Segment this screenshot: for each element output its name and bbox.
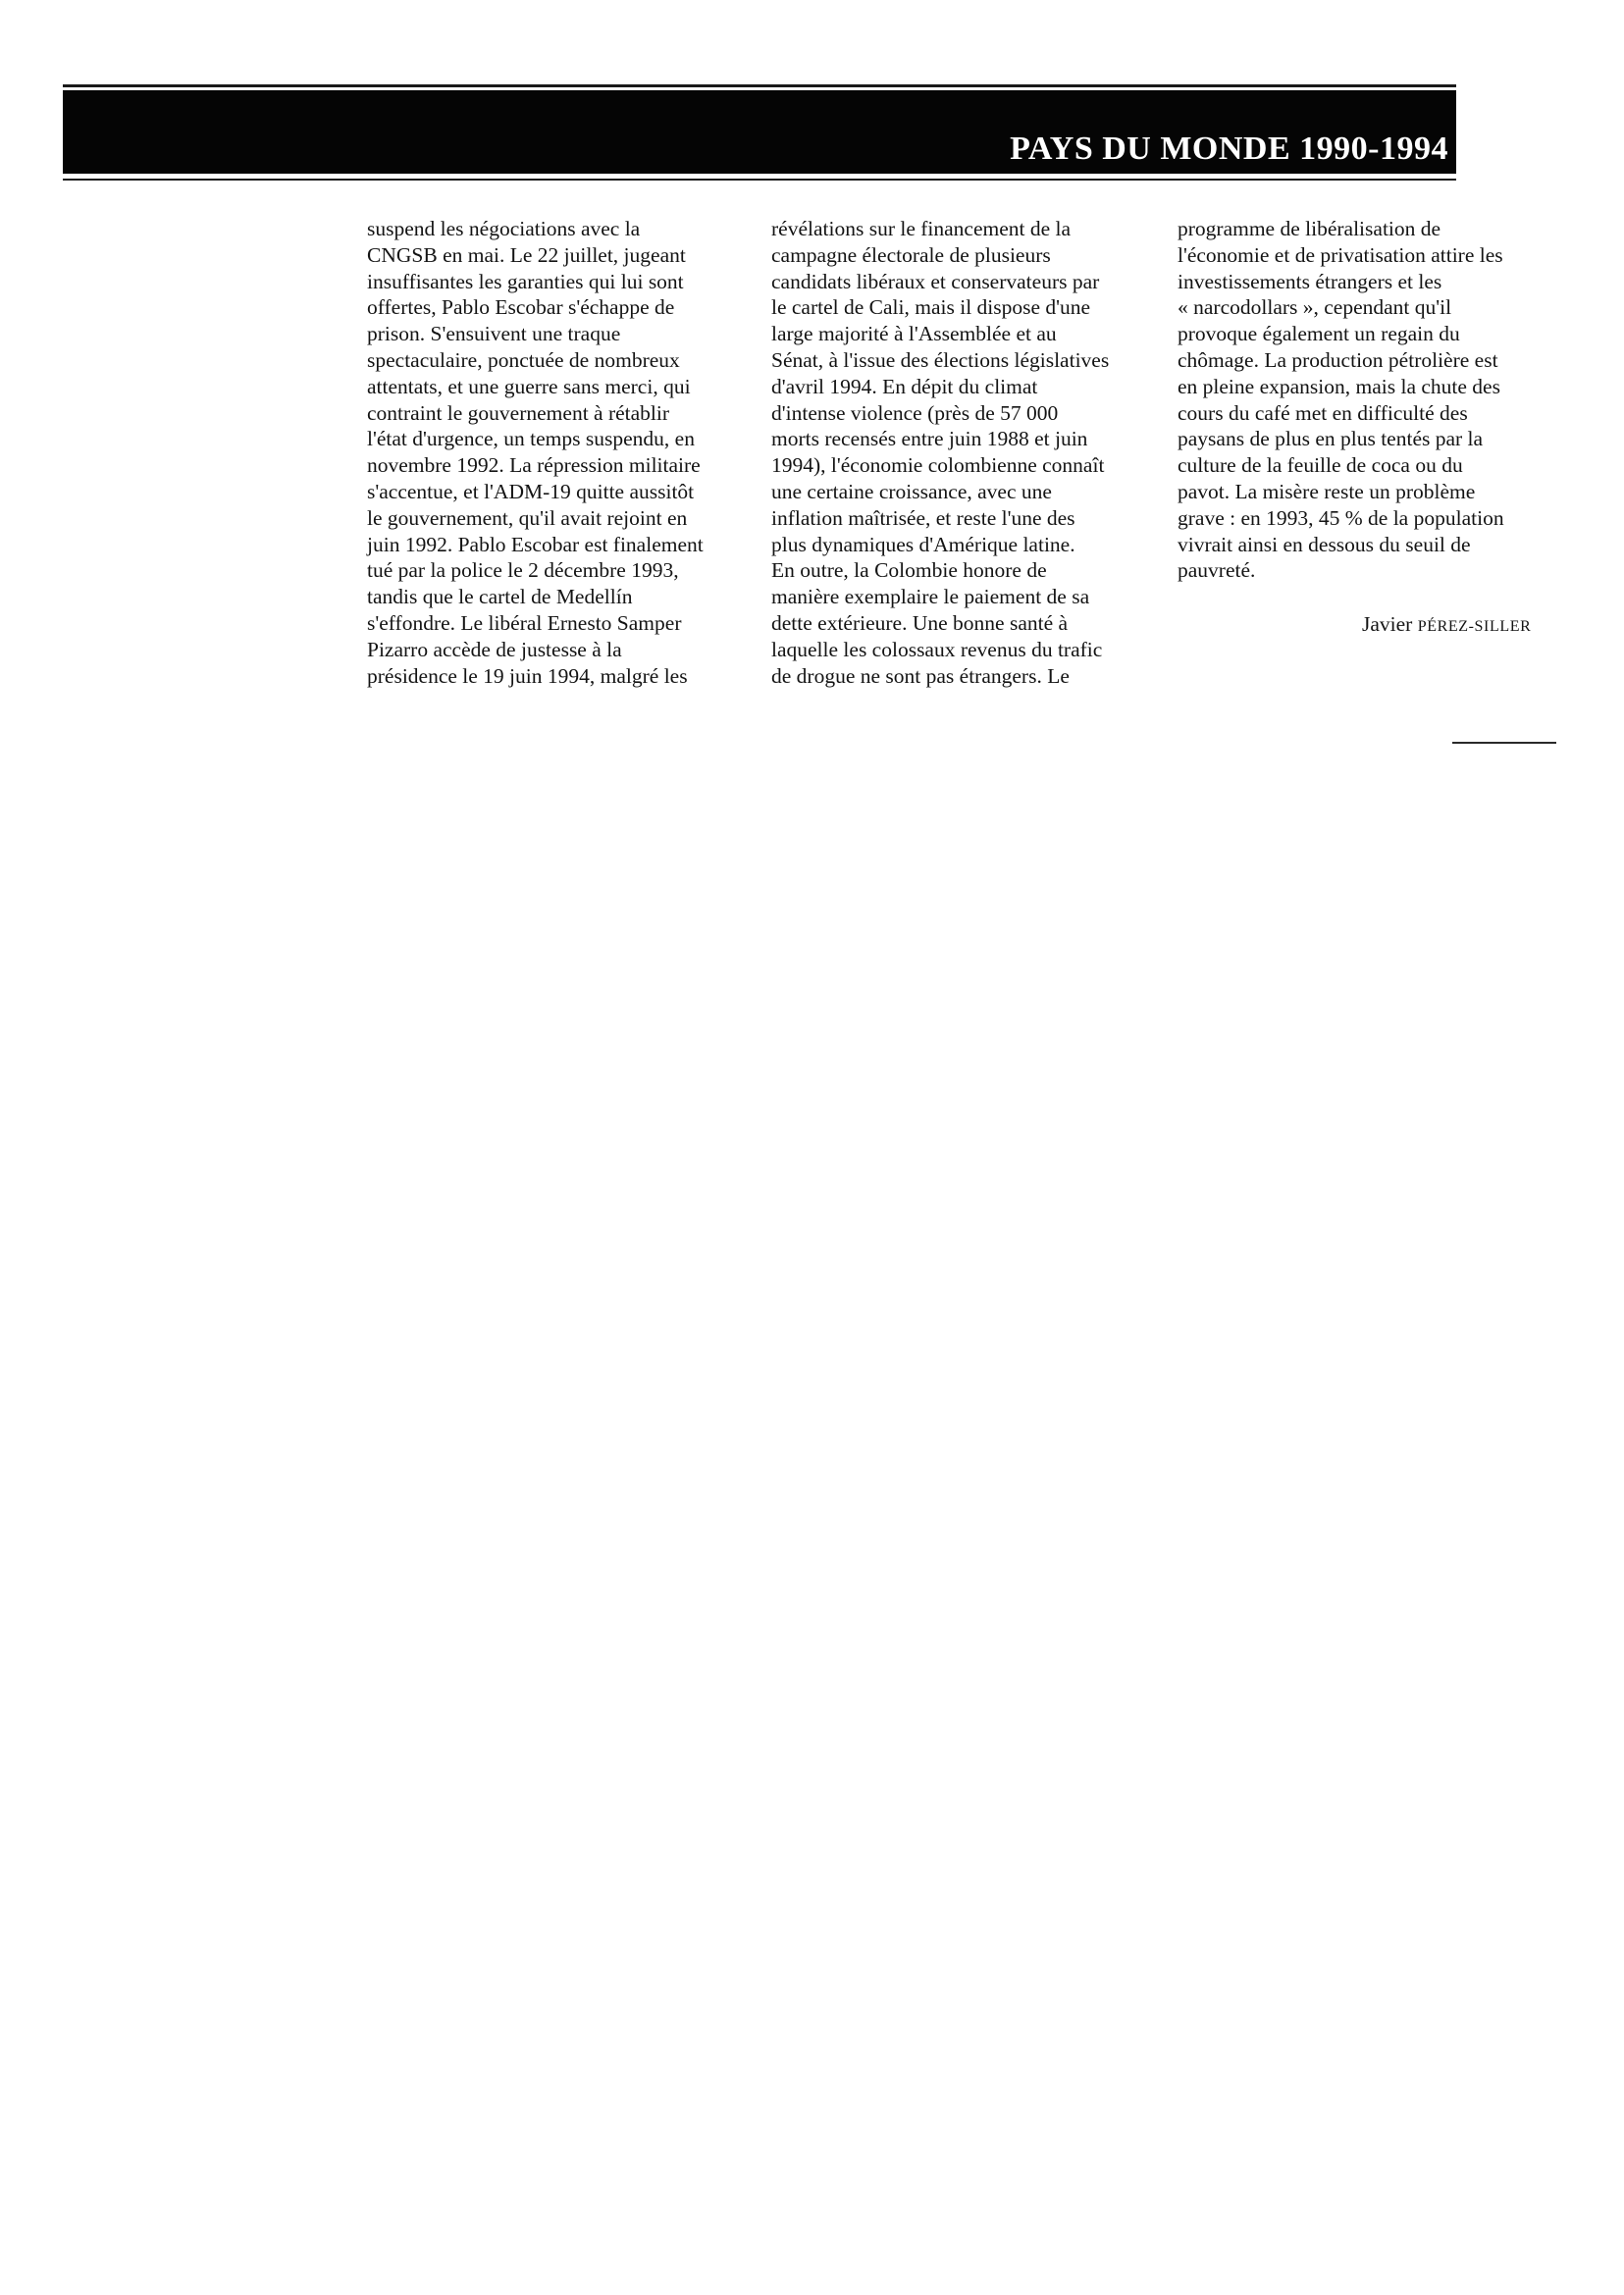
text-line: offertes, Pablo Escobar s'échappe de <box>367 295 675 320</box>
header-bottom-rule <box>63 179 1456 181</box>
header-top-rule <box>63 84 1456 87</box>
author-first-name: Javier <box>1362 612 1413 636</box>
text-line: campagne électorale de plusieurs <box>771 242 1051 267</box>
text-line: grave : en 1993, 45 % de la population <box>1178 505 1504 530</box>
text-line: s'effondre. Le libéral Ernesto Samper <box>367 610 682 635</box>
text-column-1 <box>367 216 746 689</box>
text-line: dette extérieure. Une bonne santé à <box>771 610 1069 635</box>
text-line: insuffisantes les garanties qui lui sont <box>367 269 684 293</box>
text-line: manière exemplaire le paiement de sa <box>771 585 1090 609</box>
text-line: pauvreté. <box>1178 558 1256 583</box>
text-line: l'économie et de privatisation attire les <box>1178 242 1503 267</box>
text-line: morts recensés entre juin 1988 et juin <box>771 427 1088 451</box>
text-line: contraint le gouvernement à rétablir <box>367 400 670 425</box>
text-line: plus dynamiques d'Amérique latine. <box>771 532 1075 556</box>
text-line: s'accentue, et l'ADM-19 quitte aussitôt <box>367 479 695 503</box>
text-line: le gouvernement, qu'il avait rejoint en <box>367 505 688 530</box>
text-line: pavot. La misère reste un problème <box>1178 479 1476 503</box>
author-signature <box>1362 611 1531 640</box>
text-line: Pizarro accède de justesse à la <box>367 637 622 661</box>
text-line: culture de la feuille de coca ou du <box>1178 453 1463 478</box>
text-line: l'état d'urgence, un temps suspendu, en <box>367 427 695 451</box>
end-of-article-rule <box>1452 742 1556 744</box>
text-line: suspend les négociations avec la <box>367 217 641 240</box>
text-line: « narcodollars », cependant qu'il <box>1178 295 1452 320</box>
text-line: tué par la police le 2 décembre 1993, <box>367 558 679 583</box>
text-line: spectaculaire, ponctuée de nombreux <box>367 347 680 372</box>
text-line: d'avril 1994. En dépit du climat <box>771 374 1038 398</box>
text-line: programme de libéralisation de <box>1178 217 1441 240</box>
text-line: prison. S'ensuivent une traque <box>367 322 621 346</box>
text-column-2 <box>771 216 1150 689</box>
text-line: d'intense violence (près de 57 000 <box>771 400 1059 425</box>
text-column-3 <box>1178 216 1556 584</box>
text-line: investissements étrangers et les <box>1178 269 1442 293</box>
text-line: de drogue ne sont pas étrangers. Le <box>771 663 1070 688</box>
text-line: large majorité à l'Assemblée et au <box>771 322 1057 346</box>
text-line: novembre 1992. La répression militaire <box>367 453 701 478</box>
text-line: laquelle les colossaux revenus du trafic <box>771 637 1103 661</box>
text-line: le cartel de Cali, mais il dispose d'une <box>771 295 1091 320</box>
text-line: révélations sur le financement de la <box>771 217 1072 240</box>
text-line: Sénat, à l'issue des élections législatives <box>771 347 1110 372</box>
text-line: candidats libéraux et conservateurs par <box>771 269 1100 293</box>
author-last-name: PÉREZ-SILLER <box>1417 618 1532 635</box>
text-line: en pleine expansion, mais la chute des <box>1178 374 1500 398</box>
text-line: présidence le 19 juin 1994, malgré les <box>367 663 688 688</box>
text-line: vivrait ainsi en dessous du seuil de <box>1178 532 1471 556</box>
text-line: attentats, et une guerre sans merci, qui <box>367 374 691 398</box>
text-line: cours du café met en difficulté des <box>1178 400 1468 425</box>
text-line: provoque également un regain du <box>1178 322 1460 346</box>
running-header-band <box>63 90 1456 174</box>
text-line: chômage. La production pétrolière est <box>1178 347 1498 372</box>
text-line: CNGSB en mai. Le 22 juillet, jugeant <box>367 242 686 267</box>
text-line: paysans de plus en plus tentés par la <box>1178 427 1484 451</box>
text-line: tandis que le cartel de Medellín <box>367 585 633 609</box>
text-line: juin 1992. Pablo Escobar est finalement <box>367 532 704 556</box>
text-line: une certaine croissance, avec une <box>771 479 1052 503</box>
text-line: En outre, la Colombie honore de <box>771 558 1047 583</box>
running-header-title: PAYS DU MONDE 1990-1994 <box>1010 130 1448 167</box>
text-line: inflation maîtrisée, et reste l'une des <box>771 505 1075 530</box>
text-line: 1994), l'économie colombienne connaît <box>771 453 1105 478</box>
